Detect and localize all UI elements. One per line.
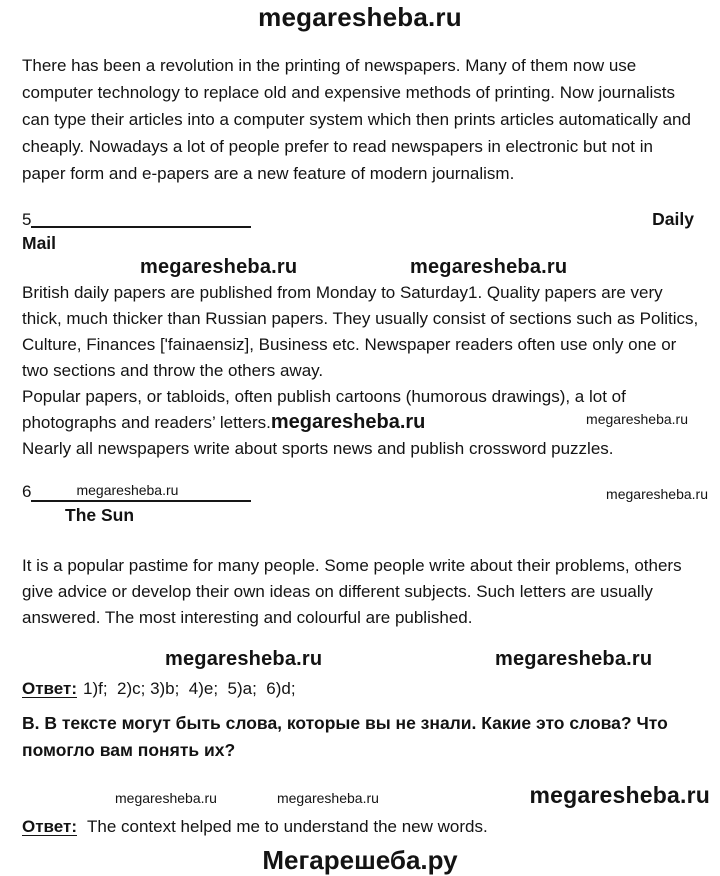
watermark: megaresheba.ru	[165, 648, 323, 670]
answer-context-line	[0, 814, 720, 840]
watermark: megaresheba.ru	[276, 789, 379, 806]
question-5-number: 5	[22, 210, 32, 229]
watermark: megaresheba.ru	[270, 411, 426, 433]
paragraph-tabloids	[22, 384, 700, 436]
answer-context-value: The context helped me to understand the new words.	[87, 816, 488, 836]
question-6-row	[0, 472, 720, 502]
answer-mail: Mail	[22, 233, 57, 253]
answer-daily: Daily	[652, 209, 694, 229]
watermark: megaresheba.ru	[115, 789, 217, 806]
paragraph-sports: Nearly all newspapers write about sports news and publish crossword puzzles.	[22, 439, 614, 458]
paragraph-letters-to-editor: It is a popular pastime for many people. Some people write about their problems, others give advice or develop their own ideas on different subjects. Such letters are usually answered. The most interesting and colourful are published.	[22, 556, 682, 627]
question-6-blank-line	[31, 474, 251, 502]
paragraph-tabloids-text: Popular papers, or tabloids, often publish cartoons (humorous drawings), a lot of photographs and readers’ letters.	[22, 387, 626, 432]
task-b-question: В. В тексте могут быть слова, которые вы не знали. Какие это слова? Что помогло вам понять их?	[22, 713, 668, 760]
answer-matching-value: 1)f; 2)c; 3)b; 4)e; 5)a; 6)d;	[83, 679, 296, 698]
watermark: megaresheba.ru	[495, 648, 653, 670]
site-brand-footer: Мегарешеба.ру	[262, 844, 458, 875]
site-watermark-header: megaresheba.ru	[258, 2, 462, 32]
watermark-row-b	[0, 648, 720, 672]
question-5-blank-line	[31, 206, 251, 228]
answer-label: Ответ:	[22, 816, 77, 836]
watermark-row-a	[0, 256, 720, 280]
question-6-number: 6	[22, 482, 32, 501]
answer-the-sun: The Sun	[65, 505, 135, 525]
answer-matching-line	[0, 676, 720, 702]
press-text-block	[0, 280, 720, 462]
watermark: megaresheba.ru	[529, 781, 710, 808]
watermark: megaresheba.ru	[586, 411, 688, 427]
answer-label: Ответ:	[22, 679, 77, 698]
watermark: megaresheba.ru	[140, 256, 298, 278]
watermark: megaresheba.ru	[410, 256, 568, 278]
intro-paragraph: There has been a revolution in the printing of newspapers. Many of them now use computer technology to replace old and expensive methods of printing. Now journalists can type their articles into a computer system which then prints articles automatically and cheaply. Nowadays a lot of people prefer to read newspapers in electronic but not in paper form and e-papers are a new feature of modern journalism.	[22, 56, 691, 183]
paragraph-british-press: British daily papers are published from Monday to Saturday1. Quality papers are very thick, much thicker than Russian papers. They usually consist of sections such as Politics, Culture, Finances ['fainaensiz], Business etc. Newspaper readers often use only one or two sections and throw the others away.	[22, 283, 699, 380]
watermark: megaresheba.ru	[606, 486, 708, 502]
watermark: megaresheba.ru	[76, 482, 179, 498]
watermark-row-c	[0, 782, 720, 810]
question-5-row	[0, 204, 720, 230]
